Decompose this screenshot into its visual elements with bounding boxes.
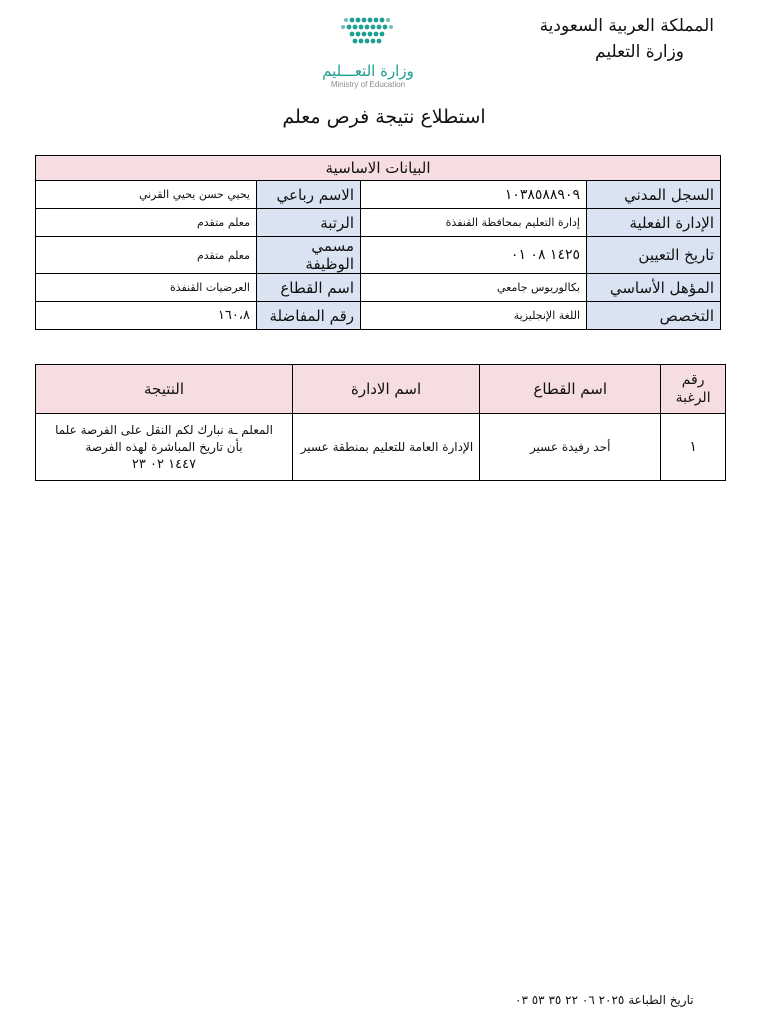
header-block	[540, 14, 714, 64]
print-date-value: ٢٠٢٥ ٠٦ ٢٢ ٣٥ ٥٣ ٠٣	[515, 993, 625, 1007]
preference-number-value: ١٦٠،٨	[36, 302, 257, 330]
col-header-result: النتيجة	[36, 365, 293, 414]
kingdom-name: المملكة العربية السعودية	[539, 16, 714, 36]
table-row	[36, 209, 721, 237]
print-date-label: تاريخ الطباعة	[628, 993, 694, 1007]
section-title-basic: البيانات الاساسية	[36, 156, 721, 181]
specialization-label: التخصص	[587, 302, 721, 330]
logo-english-text: Ministry of Education	[330, 80, 406, 89]
actual-admin-label: الإدارة الفعلية	[587, 209, 721, 237]
wish-result-cell	[36, 414, 293, 481]
table-row	[36, 237, 721, 274]
actual-admin-value: إدارة التعليم بمحافظة القنفذة	[361, 209, 587, 237]
appointment-date-value: ١٤٢٥ ٠٨ ٠١	[361, 237, 587, 274]
basic-data-table	[35, 155, 721, 330]
full-name-value: يحيي حسن يحيي القرني	[36, 181, 257, 209]
sector-label: اسم القطاع	[257, 274, 361, 302]
col-header-admin: اسم الادارة	[293, 365, 480, 414]
logo-dots-icon	[312, 14, 424, 54]
table-header-row	[36, 365, 726, 414]
preference-number-label: رقم المفاضلة	[257, 302, 361, 330]
result-line: بأن تاريخ المباشرة لهذه الفرصة	[85, 439, 243, 454]
ministry-logo	[312, 14, 424, 90]
print-date	[515, 993, 694, 1007]
col-header-sector: اسم القطاع	[480, 365, 661, 414]
col-header-wish-number: رقم الرغبة	[661, 365, 726, 414]
ministry-name: وزارة التعليم	[595, 42, 684, 62]
sector-value: العرضيات القنفذة	[36, 274, 257, 302]
civil-record-label: السجل المدني	[587, 181, 721, 209]
wish-sector-cell: أحد رفيدة عسير	[480, 414, 661, 481]
qualification-value: بكالوريوس جامعي	[361, 274, 587, 302]
appointment-date-label: تاريخ التعيين	[587, 237, 721, 274]
wishes-table	[35, 364, 726, 481]
table-row	[36, 274, 721, 302]
job-title-label: مسمي الوظيفة	[257, 237, 361, 274]
table-row	[36, 302, 721, 330]
specialization-value: اللغة الإنجليزية	[361, 302, 587, 330]
table-row	[36, 181, 721, 209]
rank-value: معلم متقدم	[36, 209, 257, 237]
result-line: المعلم ـة نبارك لكم النقل على الفرصة علما	[55, 422, 273, 437]
qualification-label: المؤهل الأساسي	[587, 274, 721, 302]
page-title: استطلاع نتيجة فرص معلم	[282, 106, 486, 128]
wish-admin-cell: الإدارة العامة للتعليم بمنطقة عسير	[293, 414, 480, 481]
table-row	[36, 414, 726, 481]
full-name-label: الاسم رباعي	[257, 181, 361, 209]
rank-label: الرتبة	[257, 209, 361, 237]
job-title-value: معلم متقدم	[36, 237, 257, 274]
result-date: ١٤٤٧ ٠٢ ٢٣	[131, 456, 197, 472]
logo-arabic-text: وزارة التعـــليم	[322, 62, 414, 80]
civil-record-value: ١٠٣٨٥٨٨٩٠٩	[361, 181, 587, 209]
wish-number-cell: ١	[661, 414, 726, 481]
